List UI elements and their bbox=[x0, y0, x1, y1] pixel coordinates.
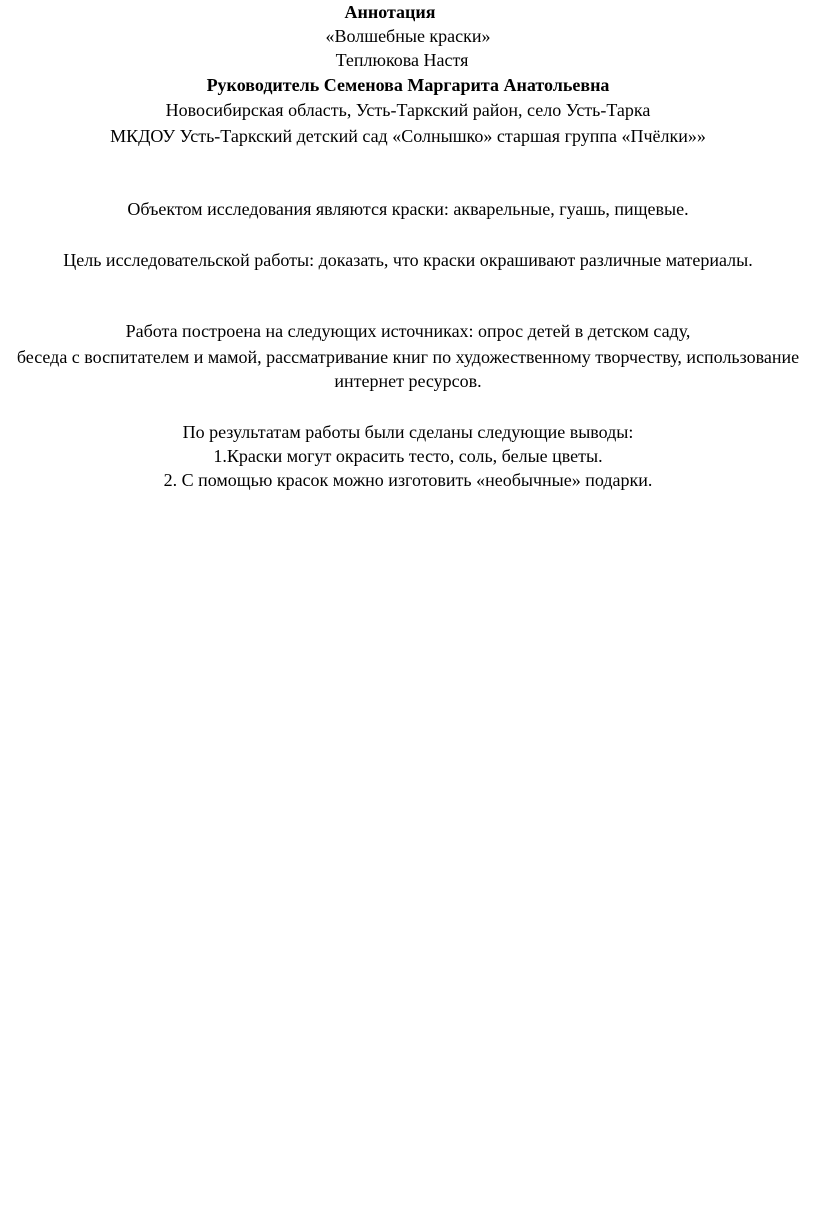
location-line: Новосибирская область, Усть-Таркский район, село Усть-Тарка bbox=[165, 100, 651, 120]
author-name: Теплюкова Настя bbox=[335, 50, 469, 70]
research-goal: Цель исследовательской работы: доказать, что краски окрашивают различные материалы. bbox=[63, 250, 753, 270]
project-title: «Волшебные краски» bbox=[325, 26, 491, 46]
supervisor-line: Руководитель Семенова Маргарита Анатольевна bbox=[206, 75, 610, 95]
annotation-heading: Аннотация bbox=[344, 2, 436, 22]
conclusions-intro: По результатам работы были сделаны следующие выводы: bbox=[182, 422, 634, 442]
research-object: Объектом исследования являются краски: акварельные, гуашь, пищевые. bbox=[127, 199, 689, 219]
sources-line-3: интернет ресурсов. bbox=[334, 371, 482, 391]
conclusion-item-2: 2. С помощью красок можно изготовить «необычные» подарки. bbox=[163, 470, 653, 490]
sources-line-2: беседа с воспитателем и мамой, рассматривание книг по художественному творчеству, использование bbox=[16, 347, 800, 367]
institution-line: МКДОУ Усть-Таркский детский сад «Солнышко» старшая группа «Пчёлки»» bbox=[110, 126, 706, 146]
conclusion-item-1: 1.Краски могут окрасить тесто, соль, белые цветы. bbox=[213, 446, 603, 466]
sources-line-1: Работа построена на следующих источниках: опрос детей в детском саду, bbox=[125, 321, 691, 341]
